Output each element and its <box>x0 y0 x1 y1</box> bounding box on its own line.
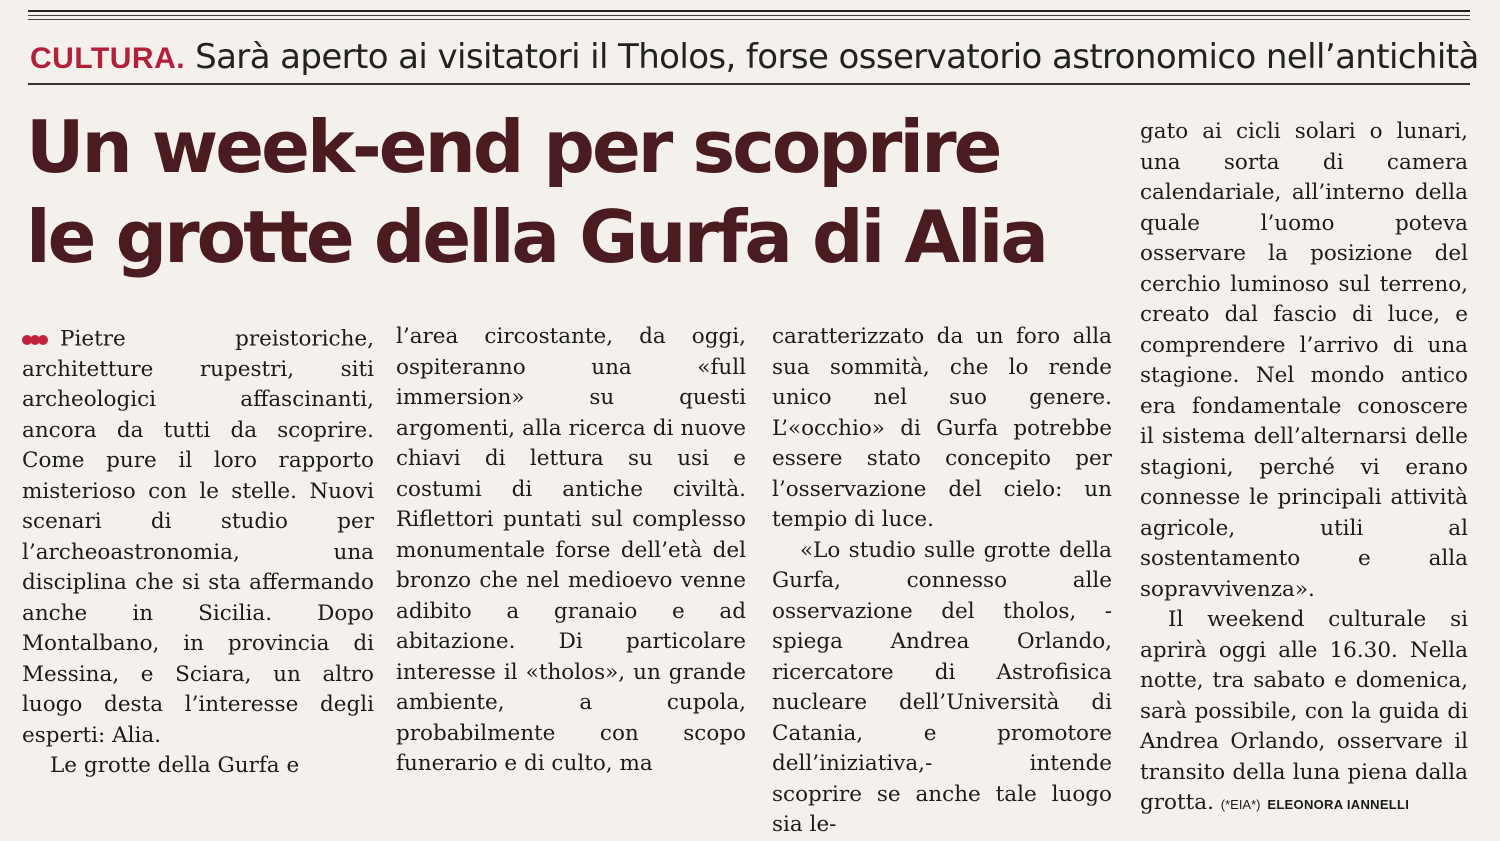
headline-line-1: Un week-end per scoprire <box>26 105 1000 189</box>
headline <box>26 102 1126 282</box>
author-byline: ELEONORA IANNELLI <box>1267 797 1410 812</box>
kicker <box>30 34 1479 81</box>
top-rule-1 <box>28 10 1470 12</box>
paragraph <box>22 324 374 751</box>
kicker-rule <box>28 83 1470 85</box>
article-column-3 <box>772 322 1112 841</box>
paragraph: caratterizzato da un foro alla sua sommità, che lo rende unico nel suo genere. L’«occhio» di Gurfa potrebbe essere stato concepito per l’osservazione del cielo: un tempio di luce. <box>772 324 1112 532</box>
agency-code: (*EIA*) <box>1220 797 1261 812</box>
paragraph: l’area circostante, da oggi, ospiteranno una «full immersion» su questi argomenti, alla ricerca di nuove chiavi di lettura su usi e costumi di antiche civiltà. Riflettori puntati sul complesso monumentale forse dell’età del bronzo che nel medioevo venne adibito a granaio e ad abitazione. Di particolare interesse il «tholos», un grande ambiente, a cupola, probabilmente con scopo funerario e di culto, ma <box>396 324 746 776</box>
paragraph-text: Il weekend culturale si aprirà oggi alle 16.30. Nella notte, tra sabato e domenica, sarà possibile, con la guida di Andrea Orlando, osservare il transito della luna piena dalla grotta. <box>1140 607 1468 815</box>
paragraph-text: Pietre preistoriche, architetture rupestri, siti archeologici affascinanti, ancora da tutti da scoprire. Come pure il loro rapporto misterioso con le stelle. Nuovi scenari di studio per l’archeoastronomia, una disciplina che si sta affermando anche in Sicilia. Dopo Montalbano, in provincia di Messina, e Sciara, un altro luogo desta l’interesse degli esperti: Alia. <box>22 326 374 748</box>
paragraph: gato ai cicli solari o lunari, una sorta di camera calendariale, all’interno della quale l’uomo poteva osservare la posizione del cerchio luminoso sul terreno, creato dal fascio di luce, e comprendere l’arrivo di una stagione. Nel mondo antico era fondamentale conoscere il sistema dell’alternarsi delle stagioni, perché vi erano connesse le principali attività agricole, utili al sostentamento e alla sopravvivenza». <box>1140 119 1468 602</box>
headline-line-2: le grotte della Gurfa di Alia <box>26 195 1046 279</box>
article-column-1 <box>22 324 374 782</box>
bullet-dots-icon <box>22 324 46 355</box>
article-column-4 <box>1140 117 1468 821</box>
kicker-dek: Sarà aperto ai visitatori il Tholos, forse osservatorio astronomico nell’antichità <box>195 37 1479 77</box>
article-column-2 <box>396 322 746 780</box>
paragraph: «Lo studio sulle grotte della Gurfa, connesso alle osservazione del tholos, - spiega Andrea Orlando, ricercatore di Astrofisica nucleare dell’Università di Catania, e promotore dell’iniziativa,- intende scoprire se anche tale luogo sia le- <box>772 537 1112 837</box>
section-label: CULTURA. <box>30 42 186 75</box>
paragraph: Le grotte della Gurfa e <box>50 753 300 779</box>
paragraph <box>1140 605 1468 821</box>
top-rule-3 <box>28 19 1470 20</box>
top-rules <box>28 10 1470 23</box>
top-rule-2 <box>28 15 1470 16</box>
